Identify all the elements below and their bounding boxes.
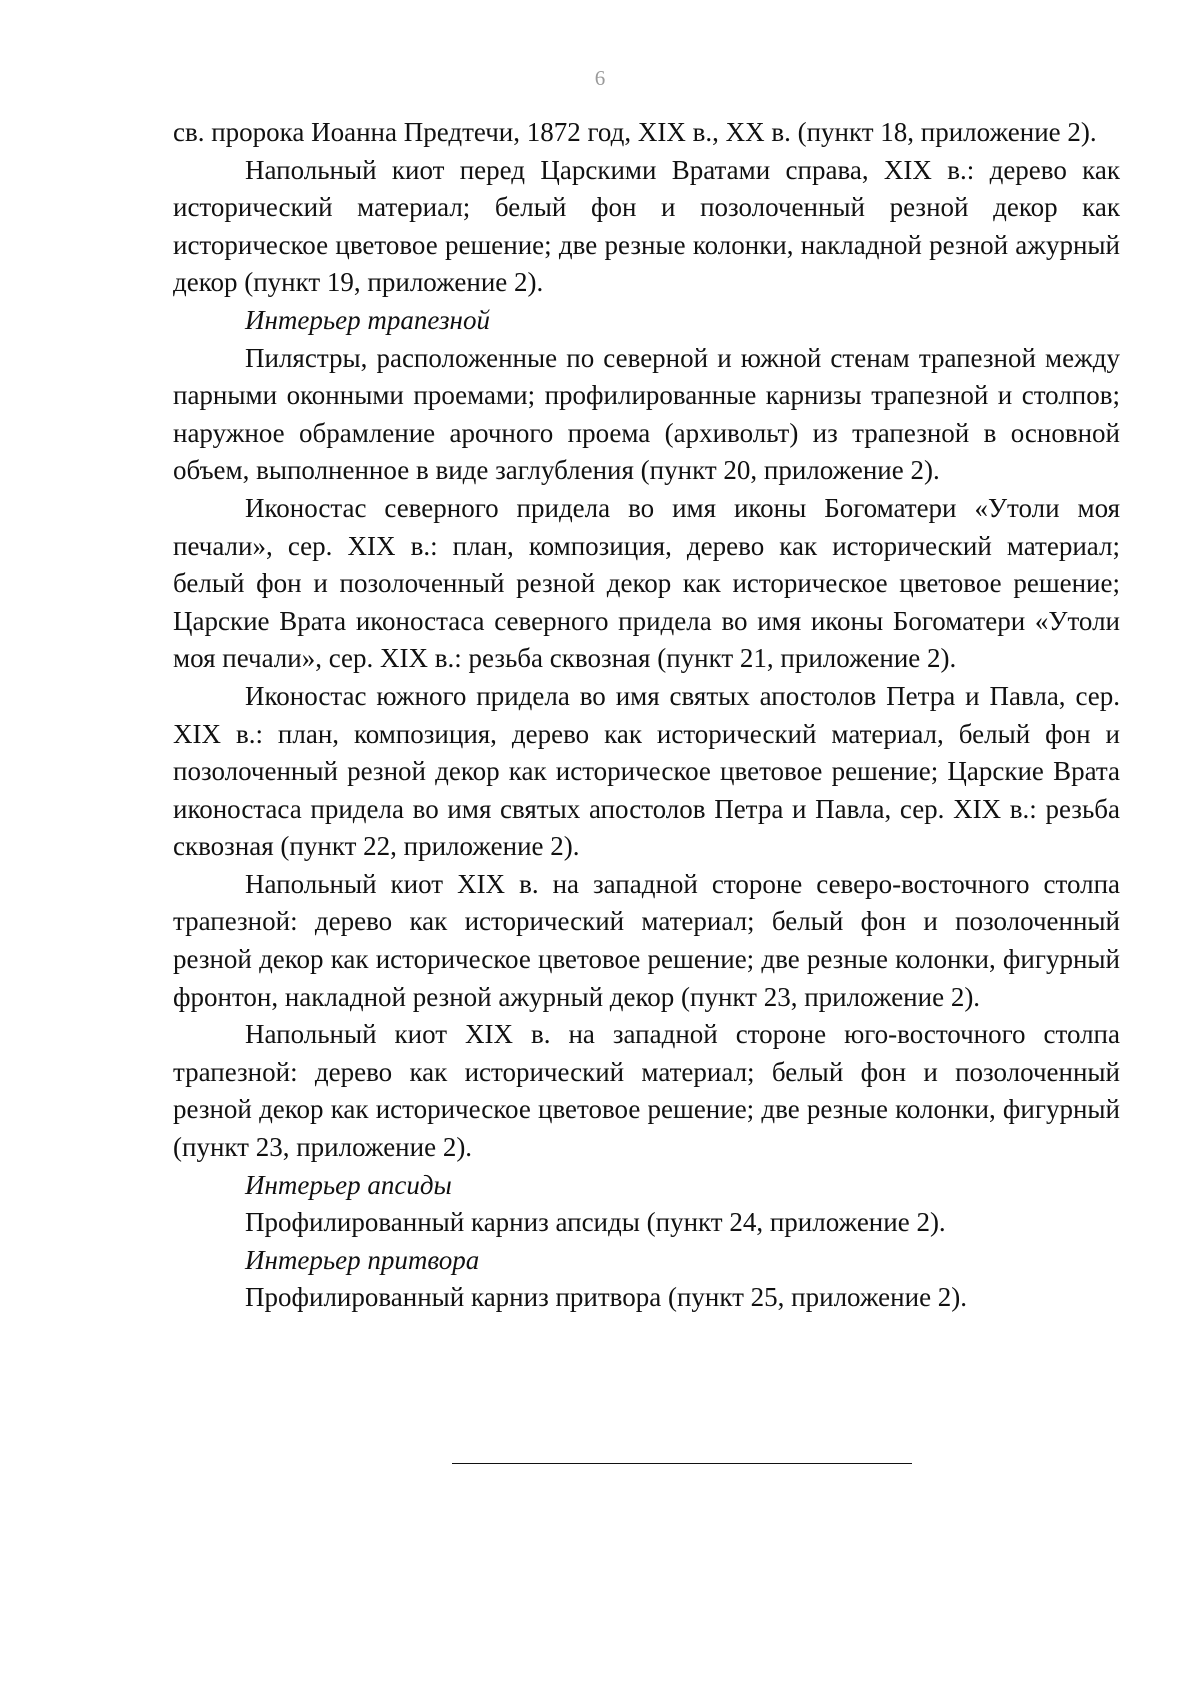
- paragraph-kiot-southeast: Напольный киот XIX в. на западной стороне юго-восточного столпа трапезной: дерево как исторический материал; белый фон и позолоченный резной декор как историческое цветовое решение; две резные колонки, фигурный (пункт 23, приложение 2).: [173, 1019, 1120, 1163]
- section-heading-refectory: Интерьер трапезной: [245, 304, 490, 335]
- paragraph-pilasters: Пилястры, расположенные по северной и южной стенам трапезной между парными оконными проемами; профилированные карнизы трапезной и столпов; наружное обрамление арочного проема (архивольт) из трапезной в основной объем, выполненное в виде заглубления (пункт 20, приложение 2).: [173, 342, 1120, 486]
- page-number: 6: [594, 66, 606, 90]
- closing-divider: [452, 1463, 912, 1464]
- paragraph-apse-cornice: Профилированный карниз апсиды (пункт 24, приложение 2).: [245, 1207, 946, 1238]
- section-heading-narthex: Интерьер притвора: [245, 1244, 480, 1275]
- paragraph-continuation: св. пророка Иоанна Предтечи, 1872 год, XIX в., XX в. (пункт 18, приложение 2).: [173, 117, 1097, 147]
- document-body: [173, 114, 1120, 1317]
- section-heading-apse: Интерьер апсиды: [245, 1169, 452, 1200]
- paragraph-kiot-royal-doors: Напольный киот перед Царскими Вратами справа, XIX в.: дерево как исторический материал; белый фон и позолоченный резной декор как историческое цветовое решение; две резные колонки, накладной резной ажурный декор (пункт 19, приложение 2).: [173, 154, 1120, 298]
- paragraph-kiot-northeast: Напольный киот XIX в. на западной стороне северо-восточного столпа трапезной: дерево как исторический материал; белый фон и позолоченный резной декор как историческое цветовое решение; две резные колонки, фигурный фронтон, накладной резной ажурный декор (пункт 23, приложение 2).: [173, 868, 1120, 1012]
- paragraph-north-iconostasis: Иконостас северного придела во имя иконы Богоматери «Утоли моя печали», сер. XIX в.: план, композиция, дерево как исторический материал; белый фон и позолоченный резной декор как историческое цветовое решение; Царские Врата иконостаса северного придела во имя иконы Богоматери «Утоли моя печали», сер. XIX в.: резьба сквозная (пункт 21, приложение 2).: [173, 492, 1120, 674]
- paragraph-south-iconostasis: Иконостас южного придела во имя святых апостолов Петра и Павла, сер. XIX в.: план, композиция, дерево как исторический материал, белый фон и позолоченный резной декор как историческое цветовое решение; Царские Врата иконостаса придела во имя святых апостолов Петра и Павла, сер. XIX в.: резьба сквозная (пункт 22, приложение 2).: [173, 680, 1120, 862]
- paragraph-narthex-cornice: Профилированный карниз притвора (пункт 25, приложение 2).: [245, 1282, 968, 1313]
